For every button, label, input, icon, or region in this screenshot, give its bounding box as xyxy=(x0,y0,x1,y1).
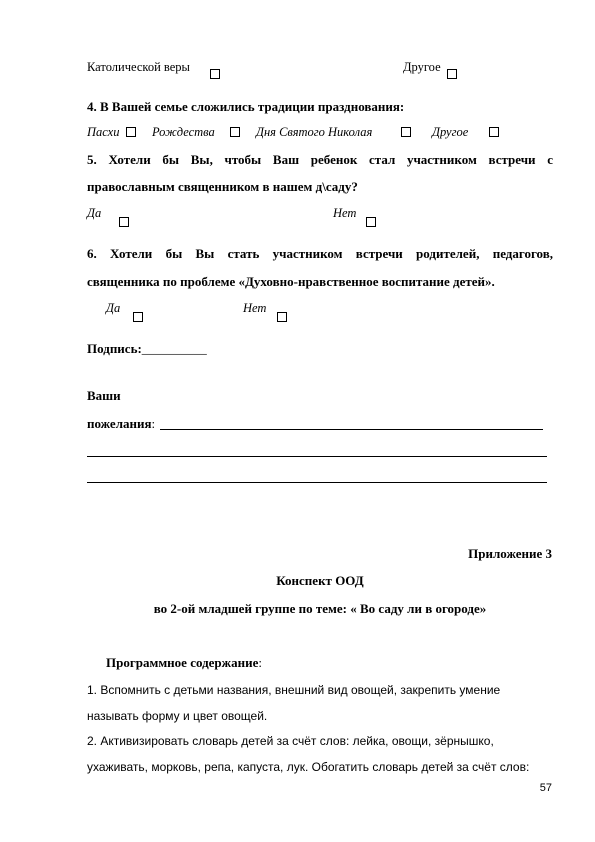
q4-option-st-nicholas-label: Дня Святого Николая xyxy=(256,125,373,139)
question-6-line-2: священника по проблеме «Духовно-нравственное воспитание детей». xyxy=(87,274,495,289)
q4-option-christmas-label: Рождества xyxy=(152,125,215,139)
checkbox-other-religion[interactable] xyxy=(447,69,457,79)
appendix-label: Приложение 3 xyxy=(468,546,552,561)
question-5-line-2: православным священником в нашем д\саду? xyxy=(87,179,358,194)
program-line-1: 1. Вспомнить с детьми названия, внешний вид овощей, закрепить умение xyxy=(87,683,501,697)
appendix-title: Конспект ООД xyxy=(276,573,364,588)
wishes-label-line-2 xyxy=(87,416,155,432)
q6-checkbox-yes[interactable] xyxy=(133,312,143,322)
q4-option-other-label: Другое xyxy=(432,125,469,139)
program-heading-colon: : xyxy=(258,655,262,670)
q5-checkbox-yes[interactable] xyxy=(119,217,129,227)
q4-checkbox-other[interactable] xyxy=(489,127,499,137)
q4-checkbox-easter[interactable] xyxy=(126,127,136,137)
signature-line[interactable] xyxy=(87,341,207,357)
q5-no-label: Нет xyxy=(333,206,357,220)
wishes-label-line-1: Ваши xyxy=(87,388,121,403)
wishes-input-line-1[interactable] xyxy=(160,429,543,430)
q4-checkbox-st-nicholas[interactable] xyxy=(401,127,411,137)
program-line-4: ухаживать, морковь, репа, капуста, лук. Обогатить словарь детей за счёт слов: xyxy=(87,760,530,774)
q5-yes-label: Да xyxy=(87,206,102,220)
appendix-subtitle: во 2-ой младшей группе по теме: « Во саду ли в огороде» xyxy=(153,601,487,616)
wishes-input-line-2[interactable] xyxy=(87,456,547,457)
q6-yes-label: Да xyxy=(106,301,121,315)
question-4-title: 4. В Вашей семье сложились традиции празднования: xyxy=(87,99,405,114)
q4-option-easter-label: Пасхи xyxy=(87,125,120,139)
signature-blank: __________ xyxy=(141,341,207,356)
checkbox-catholic[interactable] xyxy=(210,69,220,79)
question-5-line-1: 5. Хотели бы Вы, чтобы Ваш ребенок стал участником встречи с xyxy=(87,152,553,167)
page-number: 57 xyxy=(539,782,552,794)
program-heading-text: Программное содержание xyxy=(106,655,259,670)
q6-no-label: Нет xyxy=(243,301,267,315)
q6-checkbox-no[interactable] xyxy=(277,312,287,322)
option-catholic-label: Католической веры xyxy=(87,60,190,74)
wishes-label-word: пожелания xyxy=(87,416,152,431)
option-other-label: Другое xyxy=(403,60,441,74)
q5-checkbox-no[interactable] xyxy=(366,217,376,227)
wishes-colon: : xyxy=(151,416,156,431)
wishes-input-line-3[interactable] xyxy=(87,482,547,483)
program-line-3: 2. Активизировать словарь детей за счёт слов: лейка, овощи, зёрнышко, xyxy=(87,734,494,748)
program-line-2: называть форму и цвет овощей. xyxy=(87,709,268,723)
q4-checkbox-christmas[interactable] xyxy=(230,127,240,137)
signature-label: Подпись: xyxy=(87,341,142,356)
question-6-line-1: 6. Хотели бы Вы стать участником встречи родителей, педагогов, xyxy=(87,246,553,261)
program-heading xyxy=(106,655,262,671)
